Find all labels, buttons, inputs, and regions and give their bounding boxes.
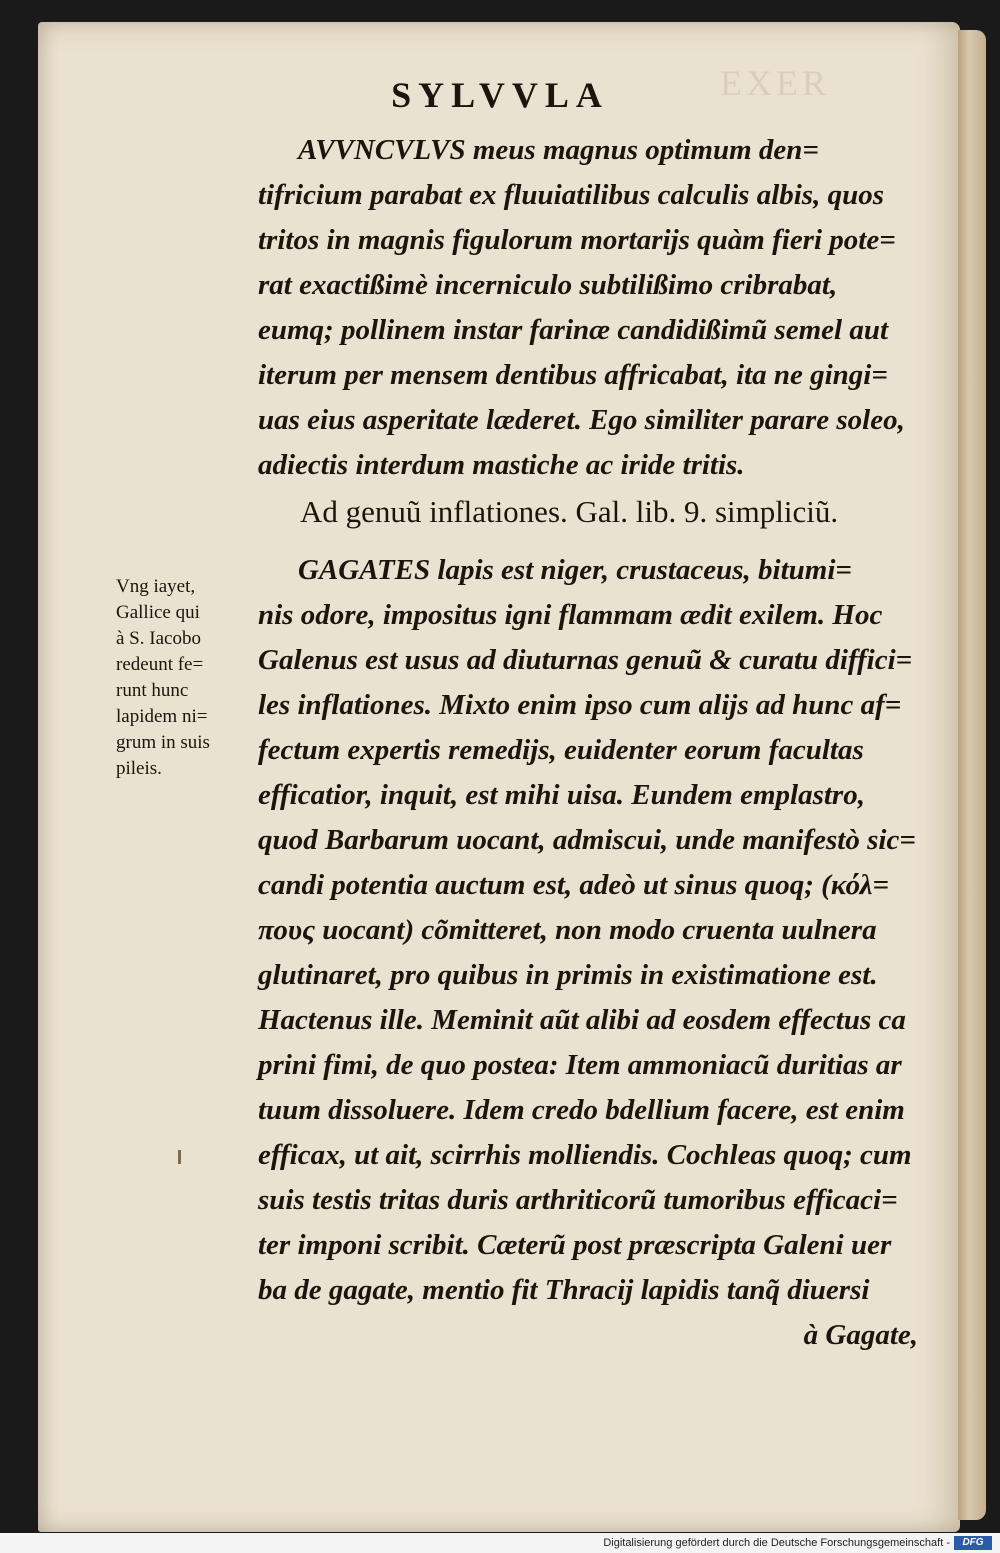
text-line: prini fimi, de quo postea: Item ammoniacũ duritias ar [258,1049,902,1081]
text-line: iterum per mensem dentibus affricabat, ita ne gingi= [258,359,888,391]
text-line: uas eius asperitate læderet. Ego similiter parare soleo, [258,404,905,436]
text-line: fectum expertis remedijs, euidenter eorum facultas [258,734,864,766]
margin-line: Vng iayet, [116,576,196,597]
margin-line: redeunt fe= [116,654,204,675]
text-line: quod Barbarum uocant, admiscui, unde manifestò sic= [258,824,916,856]
text-line: ter imponi scribit. Cæterũ post præscripta Galeni uer [258,1229,892,1261]
margin-line: à S. Iacobo [116,628,201,649]
text-line: candi potentia auctum est, adeò ut sinus quoq; (κόλ= [258,869,890,901]
ink-mark [178,1150,181,1164]
text-line: GAGATES lapis est niger, crustaceus, bitumi= [298,554,852,586]
page-edge [958,30,986,1520]
section-heading: Ad genuũ inflationes. Gal. lib. 9. simpliciũ. [300,494,839,529]
text-line: tritos in magnis figulorum mortarijs quàm fieri pote= [258,224,896,256]
text-line: tuum dissoluere. Idem credo bdellium facere, est enim [258,1094,905,1126]
margin-line: runt hunc [116,680,189,701]
margin-line: lapidem ni= [116,706,208,727]
text-line: nis odore, impositus igni flammam ædit exilem. Hoc [258,599,883,631]
margin-line: grum in suis [116,732,210,753]
text-line: tifricium parabat ex fluuiatilibus calculis albis, quos [258,179,885,211]
margin-line: pileis. [116,758,162,779]
text-line: les inflationes. Mixto enim ipso cum alijs ad hunc af= [258,689,902,721]
margin-line: Gallice qui [116,602,200,623]
running-head: SYLVVLA [391,75,609,115]
dfg-logo-icon: DFG [954,1536,992,1550]
text-line: eumq; pollinem instar farinæ candidißimũ semel aut [258,314,889,346]
paragraph-1 [258,128,948,488]
footer-bar [0,1533,1000,1553]
text-line: Galenus est usus ad diuturnas genuũ & curatu diffici= [258,644,913,676]
text-line: AVVNCVLVS meus magnus optimum den= [298,134,819,166]
text-line: πους uocant) cõmitteret, non modo cruenta uulnera [258,914,877,946]
text-line: suis testis tritas duris arthriticorũ tumoribus efficaci= [258,1184,898,1216]
text-line: efficatior, inquit, est mihi uisa. Eundem emplastro, [258,779,865,811]
text-line: ba de gagate, mentio fit Thracij lapidis tanq̃ diuersi [258,1274,870,1306]
text-line: efficax, ut ait, scirrhis molliendis. Cochleas quoq; cum [258,1139,912,1171]
text-line: Hactenus ille. Meminit aũt alibi ad eosdem effectus ca [258,1004,906,1036]
funding-credit: Digitalisierung gefördert durch die Deutsche Forschungsgemeinschaft - [603,1537,950,1549]
marginal-note [116,574,261,782]
catchword: à Gagate, [803,1319,918,1351]
text-line: adiectis interdum mastiche ac iride tritis. [258,449,745,481]
text-line: glutinaret, pro quibus in primis in existimatione est. [258,959,878,991]
text-line: rat exactißimè incerniculo subtilißimo cribrabat, [258,269,838,301]
bleed-through-text: EXER [720,63,830,103]
paragraph-2 [258,548,948,1358]
